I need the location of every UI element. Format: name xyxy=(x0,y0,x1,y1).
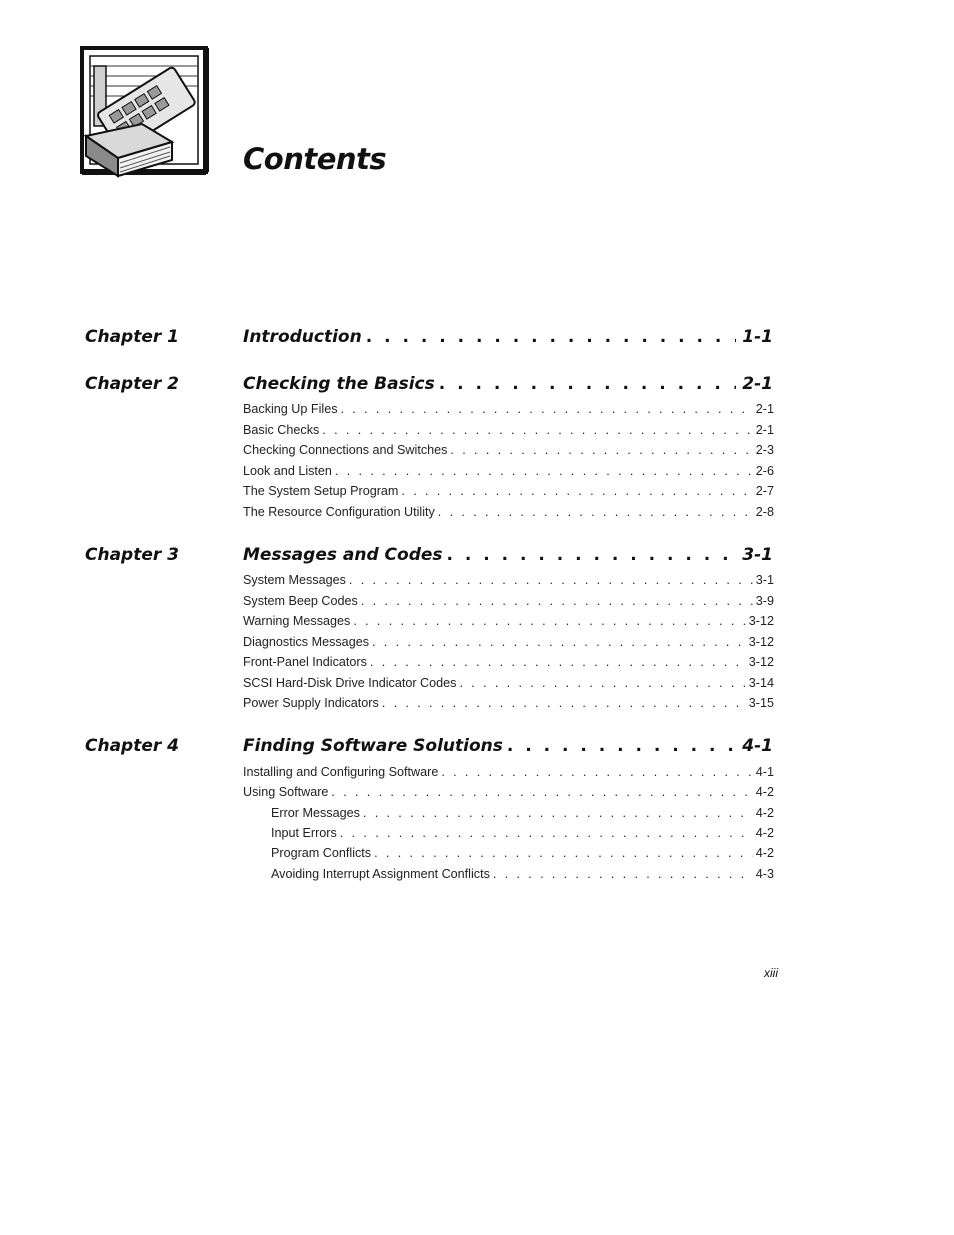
dot-leader xyxy=(341,402,753,416)
entry-page-number: 3-12 xyxy=(748,614,774,628)
entry-page-number: 3-1 xyxy=(755,573,774,587)
dot-leader xyxy=(459,676,745,690)
entry-title: Using Software xyxy=(243,785,329,799)
dot-leader xyxy=(401,484,752,498)
entry-page-number: 3-15 xyxy=(748,696,774,710)
chapter-title: Messages and Codes xyxy=(243,545,443,565)
entry-page-number: 4-2 xyxy=(755,806,774,820)
entry-page-number: 2-3 xyxy=(755,443,774,457)
chapter-page-number: 1-1 xyxy=(742,327,773,347)
chapter-page-number: 2-1 xyxy=(742,374,773,394)
dot-leader xyxy=(353,614,745,628)
dot-leader xyxy=(349,573,753,587)
chapter-heading-link[interactable] xyxy=(243,545,773,565)
chapter-label: Chapter 3 xyxy=(85,545,180,565)
entry-page-number: 3-12 xyxy=(748,635,774,649)
dot-leader xyxy=(382,696,746,710)
toc-entry[interactable] xyxy=(243,594,774,614)
entry-title: Diagnostics Messages xyxy=(243,635,369,649)
entry-title: Avoiding Interrupt Assignment Conflicts xyxy=(271,867,490,881)
entry-title: Input Errors xyxy=(271,826,337,840)
entry-page-number: 4-2 xyxy=(755,826,774,840)
dot-leader xyxy=(372,635,746,649)
book-and-keypad-icon xyxy=(80,46,226,180)
entry-title: Front-Panel Indicators xyxy=(243,655,367,669)
dot-leader xyxy=(441,765,752,779)
chapter-label: Chapter 4 xyxy=(85,736,180,756)
entry-page-number: 2-1 xyxy=(755,423,774,437)
toc-entry[interactable] xyxy=(243,676,774,696)
entry-page-number: 3-9 xyxy=(755,594,774,608)
dot-leader xyxy=(447,545,737,565)
chapter-title: Finding Software Solutions xyxy=(243,736,503,756)
chapter-page-number: 3-1 xyxy=(742,545,773,565)
chapter-label: Chapter 1 xyxy=(85,327,180,347)
entry-title: System Messages xyxy=(243,573,346,587)
toc-entry[interactable] xyxy=(243,614,774,634)
dot-leader xyxy=(507,736,736,756)
dot-leader xyxy=(374,846,753,860)
entry-title: Look and Listen xyxy=(243,464,332,478)
entry-title: Checking Connections and Switches xyxy=(243,443,448,457)
page-title: Contents xyxy=(243,142,387,176)
entry-page-number: 2-7 xyxy=(755,484,774,498)
dot-leader xyxy=(331,785,752,799)
toc-subentry[interactable] xyxy=(271,806,774,826)
dot-leader xyxy=(340,826,753,840)
dot-leader xyxy=(370,655,746,669)
toc-entry[interactable] xyxy=(243,785,774,805)
entry-page-number: 2-6 xyxy=(755,464,774,478)
toc-subentry[interactable] xyxy=(271,826,774,846)
entry-title: Error Messages xyxy=(271,806,360,820)
toc-entry[interactable] xyxy=(243,402,774,422)
toc-entry[interactable] xyxy=(243,443,774,463)
toc-entry[interactable] xyxy=(243,573,774,593)
entry-title: Backing Up Files xyxy=(243,402,338,416)
dot-leader xyxy=(335,464,753,478)
toc-entry[interactable] xyxy=(243,484,774,504)
toc-entry[interactable] xyxy=(243,635,774,655)
entry-page-number: 2-8 xyxy=(755,505,774,519)
chapter-label: Chapter 2 xyxy=(85,374,180,394)
dot-leader xyxy=(439,374,737,394)
dot-leader xyxy=(450,443,752,457)
entry-title: The Resource Configuration Utility xyxy=(243,505,435,519)
entry-page-number: 4-2 xyxy=(755,846,774,860)
entry-title: The System Setup Program xyxy=(243,484,399,498)
entry-page-number: 4-2 xyxy=(755,785,774,799)
toc-entry[interactable] xyxy=(243,655,774,675)
entry-title: Program Conflicts xyxy=(271,846,372,860)
entry-title: Warning Messages xyxy=(243,614,351,628)
dot-leader xyxy=(361,594,753,608)
chapter-page-number: 4-1 xyxy=(742,736,773,756)
entry-title: System Beep Codes xyxy=(243,594,358,608)
page-number-folio: xiii xyxy=(764,966,778,980)
chapter-heading-link[interactable] xyxy=(243,736,773,756)
entry-page-number: 3-14 xyxy=(748,676,774,690)
dot-leader xyxy=(493,867,753,881)
toc-subentry[interactable] xyxy=(271,867,774,887)
chapter-heading-link[interactable] xyxy=(243,327,773,347)
chapter-title: Introduction xyxy=(243,327,362,347)
dot-leader xyxy=(366,327,737,347)
toc-entry[interactable] xyxy=(243,464,774,484)
dot-leader xyxy=(322,423,753,437)
toc-entry[interactable] xyxy=(243,696,774,716)
chapter-title: Checking the Basics xyxy=(243,374,435,394)
entry-page-number: 2-1 xyxy=(755,402,774,416)
toc-entry[interactable] xyxy=(243,765,774,785)
toc-entry[interactable] xyxy=(243,423,774,443)
entry-page-number: 3-12 xyxy=(748,655,774,669)
entry-page-number: 4-3 xyxy=(755,867,774,881)
entry-page-number: 4-1 xyxy=(755,765,774,779)
entry-title: Installing and Configuring Software xyxy=(243,765,439,779)
chapter-heading-link[interactable] xyxy=(243,374,773,394)
toc-entry[interactable] xyxy=(243,505,774,525)
entry-title: SCSI Hard-Disk Drive Indicator Codes xyxy=(243,676,457,690)
toc-subentry[interactable] xyxy=(271,846,774,866)
entry-title: Basic Checks xyxy=(243,423,320,437)
dot-leader xyxy=(363,806,753,820)
dot-leader xyxy=(438,505,753,519)
entry-title: Power Supply Indicators xyxy=(243,696,379,710)
